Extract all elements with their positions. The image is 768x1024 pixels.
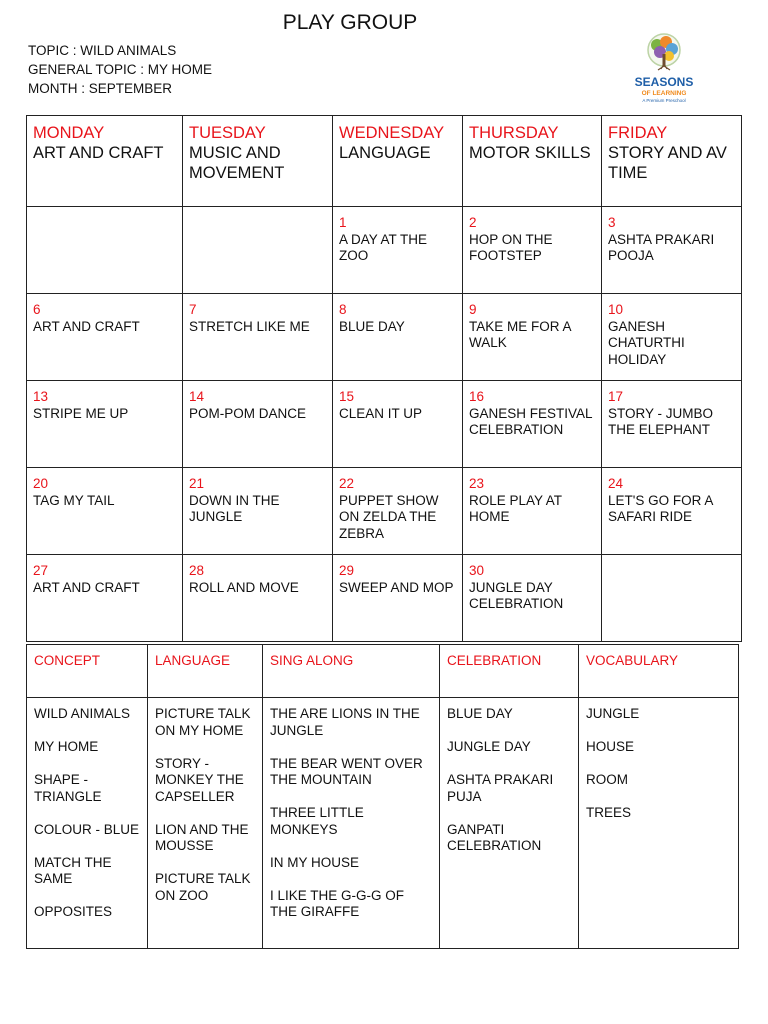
day-cell [463, 468, 602, 555]
activity: STORY - JUMBO THE ELEPHANT [608, 405, 714, 437]
header-sing-along: SING ALONG [263, 645, 440, 698]
day-cell [183, 207, 333, 294]
list-item: PICTURE TALK ON ZOO [155, 871, 251, 903]
list-item: PICTURE TALK ON MY HOME [155, 706, 251, 738]
header-wednesday [333, 116, 463, 207]
seasons-of-learning-logo [628, 30, 700, 110]
general-topic-line: GENERAL TOPIC : MY HOME [28, 62, 213, 77]
day-name: FRIDAY [608, 124, 668, 142]
svg-text:A Premium Preschool: A Premium Preschool [642, 98, 686, 103]
day-cell [333, 381, 463, 468]
date-number: 14 [189, 389, 205, 404]
list-item: TREES [586, 805, 632, 820]
activity: DOWN IN THE JUNGLE [189, 492, 280, 524]
activity: POM-POM DANCE [189, 405, 307, 421]
day-name: WEDNESDAY [339, 124, 445, 142]
activity: TAKE ME FOR A WALK [469, 318, 571, 350]
day-cell [183, 294, 333, 381]
day-cell [27, 207, 183, 294]
day-cell [333, 555, 463, 642]
page-title: PLAY GROUP [282, 11, 418, 34]
svg-text:SEASONS: SEASONS [634, 75, 694, 89]
day-subject: MUSIC AND MOVEMENT [189, 144, 285, 182]
date-number: 23 [469, 476, 485, 491]
header-monday [27, 116, 183, 207]
date-number: 20 [33, 476, 49, 491]
date-number: 3 [608, 215, 616, 230]
date-number: 15 [339, 389, 355, 404]
day-cell [602, 381, 742, 468]
date-number: 27 [33, 563, 49, 578]
day-subject: MOTOR SKILLS [469, 144, 591, 162]
list-item: STORY - MONKEY THE CAPSELLER [155, 755, 244, 804]
date-number: 9 [469, 302, 477, 317]
weekday-header-row [27, 116, 742, 207]
date-number: 6 [33, 302, 41, 317]
day-cell [27, 294, 183, 381]
list-item: JUNGLE DAY [447, 739, 531, 754]
day-cell [27, 381, 183, 468]
activity: LET'S GO FOR A SAFARI RIDE [608, 492, 713, 524]
list-item: LION AND THE MOUSSE [155, 821, 249, 853]
activity: HOP ON THE FOOTSTEP [469, 231, 553, 263]
svg-text:OF LEARNING: OF LEARNING [641, 90, 687, 97]
celebration-list [440, 698, 579, 949]
activity: STRIPE ME UP [33, 405, 129, 421]
list-item: GANPATI CELEBRATION [447, 821, 542, 853]
day-cell [333, 294, 463, 381]
day-name: MONDAY [33, 124, 105, 142]
activity: GANESH FESTIVAL CELEBRATION [469, 405, 593, 437]
summary-header-row [27, 645, 739, 698]
day-cell [183, 381, 333, 468]
tree-emblem-icon [648, 34, 680, 70]
list-item: MATCH THE SAME [34, 854, 112, 886]
date-number: 2 [469, 215, 477, 230]
activity: TAG MY TAIL [33, 492, 115, 508]
date-number: 17 [608, 389, 624, 404]
day-cell [602, 468, 742, 555]
day-cell [183, 555, 333, 642]
day-cell [602, 294, 742, 381]
header-tuesday [183, 116, 333, 207]
list-item: THE BEAR WENT OVER THE MOUNTAIN [270, 755, 423, 787]
list-item: I LIKE THE G-G-G OF THE GIRAFFE [270, 887, 405, 919]
activity: PUPPET SHOW ON ZELDA THE ZEBRA [339, 492, 439, 541]
week-row [27, 207, 742, 294]
list-item: ROOM [586, 772, 628, 787]
activity: ART AND CRAFT [33, 579, 140, 595]
date-number: 7 [189, 302, 197, 317]
day-cell [602, 207, 742, 294]
header-friday [602, 116, 742, 207]
list-item: BLUE DAY [447, 706, 513, 721]
day-cell [27, 468, 183, 555]
day-cell [333, 207, 463, 294]
list-item: HOUSE [586, 739, 635, 754]
list-item: IN MY HOUSE [270, 854, 360, 870]
curriculum-summary-table [26, 644, 739, 949]
day-cell [333, 468, 463, 555]
week-row [27, 468, 742, 555]
meta-info [28, 41, 212, 98]
week-row [27, 555, 742, 642]
date-number: 10 [608, 302, 624, 317]
date-number: 21 [189, 476, 205, 491]
header-celebration: CELEBRATION [440, 645, 579, 698]
day-cell [463, 207, 602, 294]
list-item: COLOUR - BLUE [34, 821, 140, 837]
month-line: MONTH : SEPTEMBER [28, 81, 173, 96]
day-name: TUESDAY [189, 124, 266, 142]
header-vocabulary: VOCABULARY [579, 645, 739, 698]
day-cell [463, 294, 602, 381]
vocabulary-list [579, 698, 739, 949]
activity: A DAY AT THE ZOO [339, 231, 428, 263]
activity: SWEEP AND MOP [339, 579, 454, 595]
activity: ROLE PLAY AT HOME [469, 492, 562, 524]
weekly-schedule-table [26, 115, 742, 642]
list-item: THREE LITTLE MONKEYS [270, 805, 364, 837]
list-item: MY HOME [34, 739, 99, 754]
list-item: OPPOSITES [34, 904, 113, 919]
language-list [148, 698, 263, 949]
day-subject: ART AND CRAFT [33, 144, 164, 162]
list-item: ASHTA PRAKARI PUJA [447, 772, 554, 804]
day-subject: STORY AND AV TIME [608, 144, 727, 182]
activity: ART AND CRAFT [33, 318, 140, 334]
activity: ROLL AND MOVE [189, 579, 299, 595]
date-number: 28 [189, 563, 205, 578]
date-number: 13 [33, 389, 49, 404]
header-language: LANGUAGE [148, 645, 263, 698]
activity: BLUE DAY [339, 318, 405, 334]
day-cell [183, 468, 333, 555]
date-number: 8 [339, 302, 347, 317]
concept-list [27, 698, 148, 949]
topic-line: TOPIC : WILD ANIMALS [28, 43, 177, 58]
day-cell [463, 381, 602, 468]
day-cell [27, 555, 183, 642]
date-number: 30 [469, 563, 485, 578]
summary-content-row [27, 698, 739, 949]
week-row [27, 381, 742, 468]
date-number: 16 [469, 389, 485, 404]
day-name: THURSDAY [469, 124, 559, 142]
activity: JUNGLE DAY CELEBRATION [469, 579, 564, 611]
date-number: 22 [339, 476, 355, 491]
activity: GANESH CHATURTHI HOLIDAY [608, 318, 685, 367]
activity: STRETCH LIKE ME [189, 318, 310, 334]
list-item: THE ARE LIONS IN THE JUNGLE [270, 706, 420, 738]
day-cell [602, 555, 742, 642]
sing-along-list [263, 698, 440, 949]
activity: CLEAN IT UP [339, 405, 423, 421]
activity: ASHTA PRAKARI POOJA [608, 231, 715, 263]
day-cell [463, 555, 602, 642]
week-row [27, 294, 742, 381]
header-thursday [463, 116, 602, 207]
list-item: WILD ANIMALS [34, 706, 131, 721]
date-number: 29 [339, 563, 355, 578]
list-item: SHAPE - TRIANGLE [34, 772, 102, 804]
list-item: JUNGLE [586, 706, 640, 721]
date-number: 1 [339, 215, 347, 230]
header-concept: CONCEPT [27, 645, 148, 698]
day-subject: LANGUAGE [339, 144, 431, 162]
date-number: 24 [608, 476, 624, 491]
